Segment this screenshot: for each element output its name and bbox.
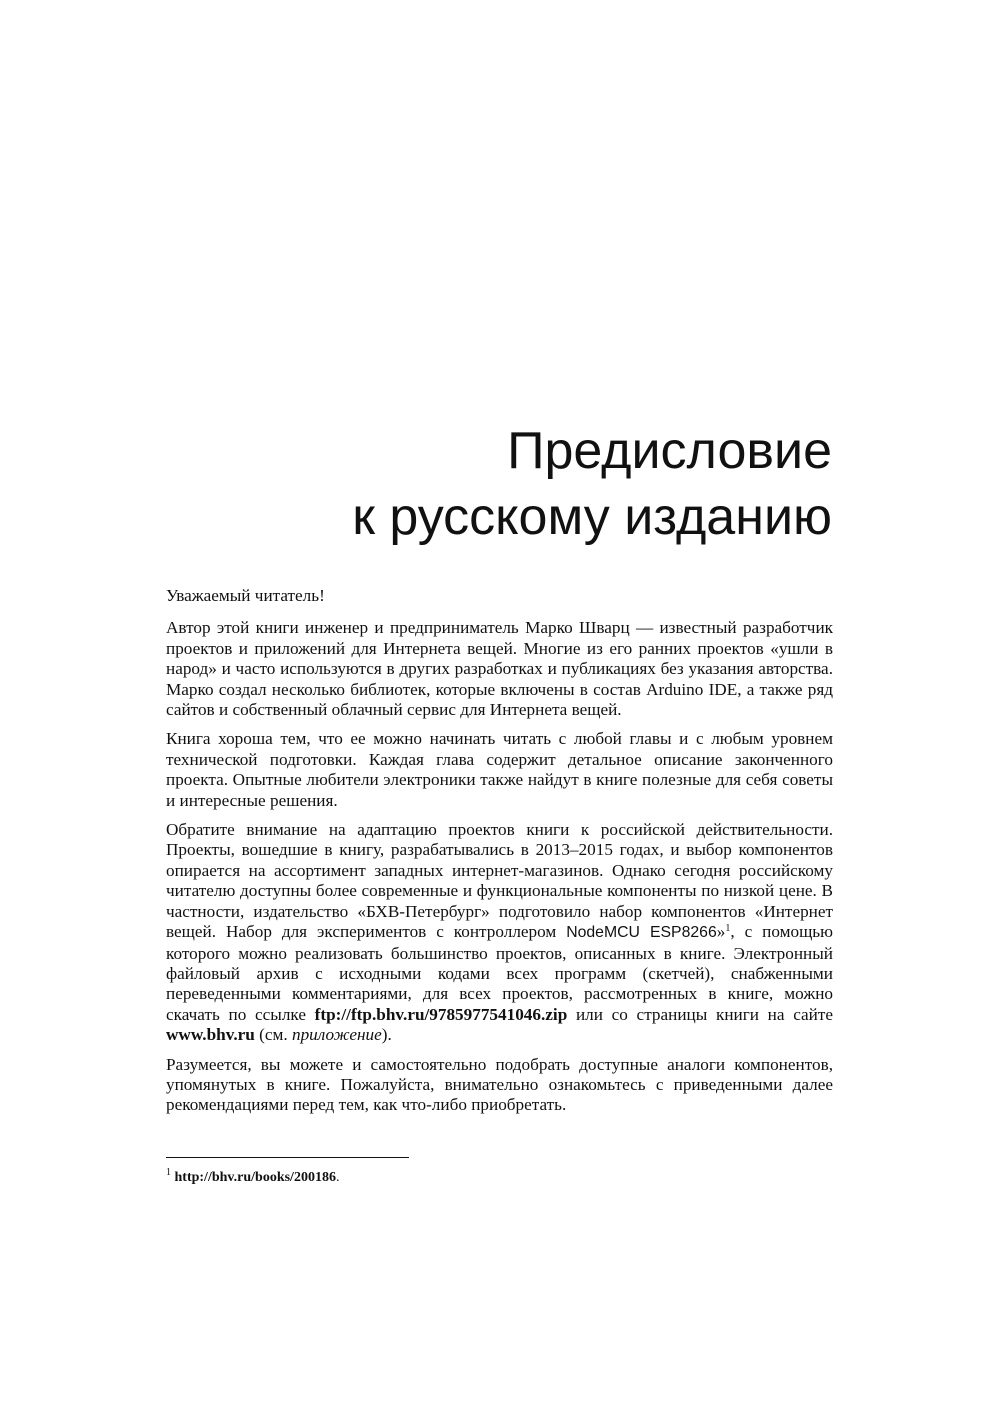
paragraph-adaptation-text-5: ). xyxy=(381,1025,392,1045)
paragraph-author: Автор этой книги инженер и предприниматель Марко Шварц — известный разработчик проектов и приложений для Интернета вещей. Многие из его ранних проектов «ушли в народ» и часто используются в других разработках и публикациях без указания авторства. Марко создал несколько библиотек, которые включены в состав Arduino IDE, а также ряд сайтов и собственный облачный сервис для Интернета вещей. xyxy=(166,618,833,720)
chapter-title xyxy=(352,418,832,550)
paragraph-adaptation xyxy=(166,820,833,1045)
preface-body xyxy=(166,586,833,1125)
chapter-title-line-2: к русскому изданию xyxy=(352,488,832,546)
paragraph-adaptation-text-4: (см. xyxy=(254,1025,292,1045)
footnote xyxy=(166,1169,339,1187)
site-link[interactable]: www.bhv.ru xyxy=(166,1025,255,1045)
paragraph-book-usage: Книга хороша тем, что ее можно начинать читать с любой главы и с любым уровнем технической подготовки. Каждая глава содержит детальное описание законченного проекта. Опытные любители электроники также найдут в книге полезные для себя советы и интересные решения. xyxy=(166,729,833,810)
ftp-archive-link[interactable]: ftp://ftp.bhv.ru/9785977541046.zip xyxy=(314,1004,568,1024)
footnote-marker: 1 xyxy=(166,1167,171,1178)
footnote-trailing: . xyxy=(335,1170,340,1185)
greeting: Уважаемый читатель! xyxy=(166,586,325,605)
chapter-title-line-1: Предисловие xyxy=(507,422,832,480)
paragraph-adaptation-text-2: , с помощью которого можно реализовать большинство проектов, описанных в книге. Электронный файловый архив с исходными кодами всех программ (скетчей), снабженными переведенными комментариями, для всех проектов, рассмотренных в книге, можно скачать по ссылке xyxy=(166,922,833,1024)
paragraph-adaptation-text-1: Обратите внимание на адаптацию проектов книги к российской действительности. Проекты, вошедшие в книгу, разрабатывались в 2013–2015 годах, и выбор компонентов опирается на ассортимент западных интернет-магазинов. Однако сегодня российскому читателю доступны более современные и функциональные компоненты по низкой цене. В частности, издательство «БХВ-Петербург» подготовило набор компонентов «Интернет вещей. Набор для экспериментов с контроллером xyxy=(166,820,833,942)
product-name: NodeMCU ESP8266 xyxy=(566,924,717,942)
paragraph-adaptation-text-3: или со страницы книги на сайте xyxy=(567,1004,833,1024)
footnote-reference[interactable]: 1 xyxy=(725,923,731,935)
appendix-reference: приложение xyxy=(291,1025,382,1045)
close-quote: » xyxy=(716,922,726,942)
footnote-url-link[interactable]: http://bhv.ru/books/200186 xyxy=(174,1170,336,1185)
paragraph-components-advice: Разумеется, вы можете и самостоятельно подобрать доступные аналоги компонентов, упомянутых в книге. Пожалуйста, внимательно ознакомьтесь с приведенными далее рекомендациями перед тем, как что-либо приобретать. xyxy=(166,1054,833,1115)
footnote-divider xyxy=(166,1157,409,1158)
